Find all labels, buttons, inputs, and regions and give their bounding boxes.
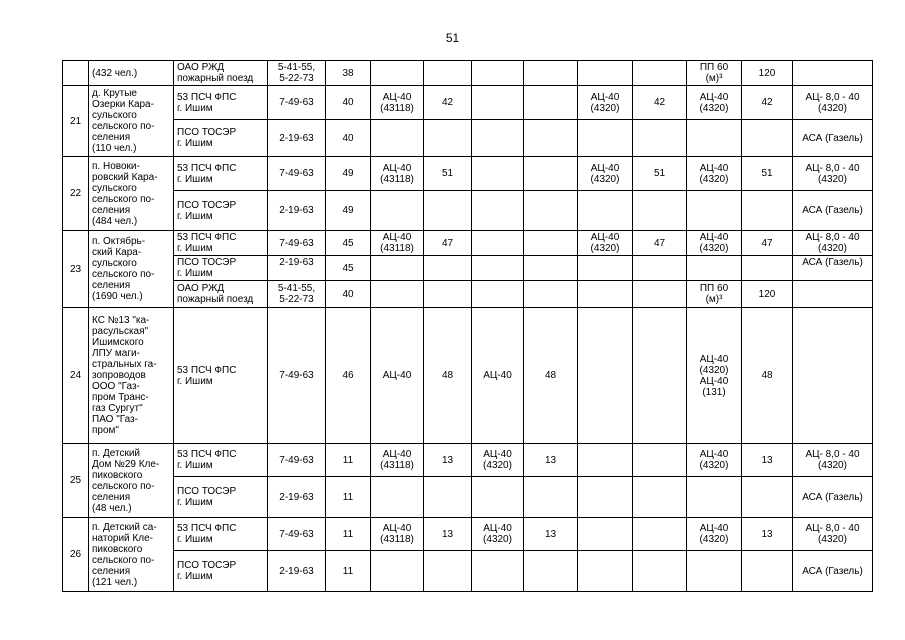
row-number: 25 (63, 444, 89, 518)
special-vehicle-cell (793, 308, 873, 444)
vehicle-cell (687, 256, 742, 281)
vehicle-time-cell (633, 191, 687, 231)
vehicle-cell: АЦ-40 (4320) (472, 444, 524, 477)
vehicle-time-cell: 47 (633, 231, 687, 256)
vehicle-cell: АЦ-40 (4320) (687, 231, 742, 256)
table-row (63, 308, 873, 444)
vehicle-cell: АЦ-40 (43118) (371, 157, 424, 191)
arrival-time-cell: 40 (326, 86, 371, 120)
unit-org-cell: ПСО ТОСЭР г. Ишим (174, 120, 268, 157)
vehicle-time-cell (424, 61, 472, 86)
vehicle-cell: АЦ-40 (4320) (578, 86, 633, 120)
vehicle-time-cell (633, 61, 687, 86)
vehicle-cell (472, 281, 524, 308)
vehicle-cell: АЦ-40 (4320) (472, 518, 524, 551)
settlement-cell: п. Детский Дом №29 Кле- пиковского сельского по- селения (48 чел.) (89, 444, 174, 518)
table-row (63, 281, 873, 308)
vehicle-time-cell: 47 (742, 231, 793, 256)
special-vehicle-cell: АСА (Газель) (793, 191, 873, 231)
vehicle-time-cell: 13 (524, 518, 578, 551)
vehicle-time-cell: 51 (424, 157, 472, 191)
phone-cell: 5-41-55, 5-22-73 (268, 61, 326, 86)
special-vehicle-cell: АЦ- 8,0 - 40 (4320) (793, 518, 873, 551)
vehicle-time-cell (524, 191, 578, 231)
phone-cell: 2-19-63 (268, 477, 326, 518)
vehicle-time-cell (524, 281, 578, 308)
special-vehicle-cell: АЦ- 8,0 - 40 (4320) (793, 231, 873, 256)
phone-cell: 2-19-63 (268, 191, 326, 231)
vehicle-cell (472, 256, 524, 281)
vehicle-cell (472, 477, 524, 518)
vehicle-time-cell (424, 191, 472, 231)
vehicle-time-cell (742, 120, 793, 157)
settlement-cell: п. Октябрь- ский Кара- сульского сельского по- селения (1690 чел.) (89, 231, 174, 308)
vehicle-cell: АЦ-40 (472, 308, 524, 444)
phone-cell: 2-19-63 (268, 551, 326, 592)
vehicle-cell (687, 551, 742, 592)
vehicle-cell (687, 191, 742, 231)
vehicle-time-cell: 48 (424, 308, 472, 444)
vehicle-cell (578, 551, 633, 592)
row-number: 23 (63, 231, 89, 308)
vehicle-time-cell (742, 477, 793, 518)
row-number: 21 (63, 86, 89, 157)
vehicle-cell (371, 551, 424, 592)
unit-org-cell: 53 ПСЧ ФПС г. Ишим (174, 86, 268, 120)
vehicle-cell (371, 281, 424, 308)
vehicle-time-cell: 48 (742, 308, 793, 444)
vehicle-cell: ПП 60 (м)³ (687, 281, 742, 308)
vehicle-cell (578, 477, 633, 518)
phone-cell: 2-19-63 (268, 120, 326, 157)
unit-org-cell: ОАО РЖД пожарный поезд (174, 281, 268, 308)
unit-org-cell: ПСО ТОСЭР г. Ишим (174, 551, 268, 592)
special-vehicle-cell: АСА (Газель) (793, 256, 873, 281)
vehicle-cell (578, 120, 633, 157)
page-number: 51 (445, 31, 460, 45)
phone-cell: 7-49-63 (268, 86, 326, 120)
vehicle-cell (578, 518, 633, 551)
unit-org-cell: 53 ПСЧ ФПС г. Ишим (174, 518, 268, 551)
vehicle-time-cell: 51 (742, 157, 793, 191)
table-row (63, 256, 873, 281)
vehicle-cell: АЦ-40 (43118) (371, 86, 424, 120)
unit-org-cell: 53 ПСЧ ФПС г. Ишим (174, 157, 268, 191)
arrival-time-cell: 40 (326, 120, 371, 157)
vehicle-time-cell (633, 308, 687, 444)
vehicle-cell (578, 444, 633, 477)
vehicle-time-cell: 47 (424, 231, 472, 256)
table-row (63, 61, 873, 86)
vehicle-time-cell: 42 (633, 86, 687, 120)
unit-org-cell: 53 ПСЧ ФПС г. Ишим (174, 308, 268, 444)
table-row (63, 86, 873, 120)
vehicle-cell (371, 256, 424, 281)
vehicle-time-cell (633, 518, 687, 551)
row-number: 22 (63, 157, 89, 231)
arrival-time-cell: 49 (326, 157, 371, 191)
vehicle-cell (371, 120, 424, 157)
table-row (63, 518, 873, 551)
vehicle-cell: АЦ-40 (4320) (687, 518, 742, 551)
vehicle-time-cell (524, 61, 578, 86)
vehicle-cell (687, 477, 742, 518)
vehicle-time-cell (424, 551, 472, 592)
settlement-cell: КС №13 "ка- расульская" Ишимского ЛПУ маги- стральных га- зопроводов ООО "Газ- пром Транс- газ Сургут" ПАО "Газ- пром" (89, 308, 174, 444)
vehicle-cell: АЦ-40 (4320) (578, 157, 633, 191)
vehicle-cell: АЦ-40 (4320) АЦ-40 (131) (687, 308, 742, 444)
unit-org-cell: ПСО ТОСЭР г. Ишим (174, 477, 268, 518)
settlement-cell: д. Крутые Озерки Кара- сульского сельского по- селения (110 чел.) (89, 86, 174, 157)
table-row (63, 191, 873, 231)
vehicle-cell (472, 231, 524, 256)
vehicle-time-cell (424, 120, 472, 157)
vehicle-cell (371, 477, 424, 518)
vehicle-cell: АЦ-40 (4320) (578, 231, 633, 256)
vehicle-cell: АЦ-40 (43118) (371, 444, 424, 477)
phone-cell: 7-49-63 (268, 231, 326, 256)
arrival-time-cell: 11 (326, 518, 371, 551)
special-vehicle-cell (793, 281, 873, 308)
phone-cell: 7-49-63 (268, 157, 326, 191)
vehicle-cell (472, 120, 524, 157)
vehicle-time-cell (524, 256, 578, 281)
vehicle-cell: АЦ-40 (4320) (687, 157, 742, 191)
vehicle-time-cell (633, 477, 687, 518)
vehicle-time-cell: 13 (742, 444, 793, 477)
special-vehicle-cell: АЦ- 8,0 - 40 (4320) (793, 157, 873, 191)
vehicle-time-cell (524, 477, 578, 518)
vehicle-time-cell (424, 281, 472, 308)
unit-org-cell: 53 ПСЧ ФПС г. Ишим (174, 444, 268, 477)
phone-cell: 7-49-63 (268, 444, 326, 477)
special-vehicle-cell: АЦ- 8,0 - 40 (4320) (793, 444, 873, 477)
vehicle-cell (578, 191, 633, 231)
unit-org-cell: 53 ПСЧ ФПС г. Ишим (174, 231, 268, 256)
vehicle-cell: АЦ-40 (43118) (371, 231, 424, 256)
arrival-time-cell: 49 (326, 191, 371, 231)
vehicle-time-cell (633, 551, 687, 592)
vehicle-time-cell: 13 (424, 518, 472, 551)
settlement-cell: п. Новоки- ровский Кара- сульского сельского по- селения (484 чел.) (89, 157, 174, 231)
vehicle-time-cell: 120 (742, 281, 793, 308)
row-number (63, 61, 89, 86)
vehicle-time-cell (524, 157, 578, 191)
vehicle-time-cell: 13 (524, 444, 578, 477)
phone-cell: 7-49-63 (268, 518, 326, 551)
vehicle-cell: ПП 60 (м)³ (687, 61, 742, 86)
vehicle-time-cell (742, 256, 793, 281)
special-vehicle-cell: АЦ- 8,0 - 40 (4320) (793, 86, 873, 120)
vehicle-time-cell (633, 444, 687, 477)
arrival-time-cell: 40 (326, 281, 371, 308)
vehicle-time-cell (524, 231, 578, 256)
settlement-cell: (432 чел.) (89, 61, 174, 86)
vehicle-time-cell: 13 (424, 444, 472, 477)
arrival-time-cell: 46 (326, 308, 371, 444)
vehicle-time-cell: 13 (742, 518, 793, 551)
vehicle-cell (472, 86, 524, 120)
vehicle-time-cell (524, 86, 578, 120)
vehicle-time-cell (633, 120, 687, 157)
vehicle-time-cell: 42 (742, 86, 793, 120)
arrival-time-cell: 38 (326, 61, 371, 86)
vehicle-cell (687, 120, 742, 157)
table-row (63, 157, 873, 191)
vehicle-time-cell (742, 191, 793, 231)
vehicle-time-cell (633, 281, 687, 308)
vehicle-cell (578, 256, 633, 281)
vehicle-cell (578, 61, 633, 86)
phone-cell: 7-49-63 (268, 308, 326, 444)
table-row (63, 120, 873, 157)
phone-cell: 5-41-55, 5-22-73 (268, 281, 326, 308)
vehicle-cell (472, 551, 524, 592)
arrival-time-cell: 11 (326, 477, 371, 518)
vehicle-cell (472, 157, 524, 191)
row-number: 24 (63, 308, 89, 444)
row-number: 26 (63, 518, 89, 592)
vehicle-cell (371, 61, 424, 86)
table-row (63, 444, 873, 477)
table-row (63, 477, 873, 518)
vehicle-cell: АЦ-40 (371, 308, 424, 444)
vehicle-cell (472, 191, 524, 231)
vehicle-time-cell (742, 551, 793, 592)
vehicle-cell (472, 61, 524, 86)
vehicle-time-cell (633, 256, 687, 281)
vehicle-time-cell (424, 477, 472, 518)
table-row (63, 231, 873, 256)
vehicle-time-cell: 48 (524, 308, 578, 444)
special-vehicle-cell: АСА (Газель) (793, 477, 873, 518)
special-vehicle-cell: АСА (Газель) (793, 120, 873, 157)
vehicle-cell: АЦ-40 (43118) (371, 518, 424, 551)
vehicle-time-cell (524, 551, 578, 592)
special-vehicle-cell (793, 61, 873, 86)
arrival-time-cell: 11 (326, 444, 371, 477)
arrival-time-cell: 45 (326, 256, 371, 281)
table-row (63, 551, 873, 592)
arrival-time-cell: 45 (326, 231, 371, 256)
phone-cell: 2-19-63 (268, 256, 326, 281)
vehicle-cell (578, 281, 633, 308)
vehicle-cell: АЦ-40 (4320) (687, 86, 742, 120)
vehicle-time-cell: 51 (633, 157, 687, 191)
vehicle-time-cell (424, 256, 472, 281)
settlement-cell: п. Детский са- наторий Кле- пиковского сельского по- селения (121 чел.) (89, 518, 174, 592)
vehicle-time-cell: 42 (424, 86, 472, 120)
vehicle-cell: АЦ-40 (4320) (687, 444, 742, 477)
fire-coverage-table (62, 60, 873, 592)
vehicle-cell (578, 308, 633, 444)
vehicle-cell (371, 191, 424, 231)
special-vehicle-cell: АСА (Газель) (793, 551, 873, 592)
unit-org-cell: ПСО ТОСЭР г. Ишим (174, 256, 268, 281)
unit-org-cell: ПСО ТОСЭР г. Ишим (174, 191, 268, 231)
arrival-time-cell: 11 (326, 551, 371, 592)
unit-org-cell: ОАО РЖД пожарный поезд (174, 61, 268, 86)
vehicle-time-cell (524, 120, 578, 157)
vehicle-time-cell: 120 (742, 61, 793, 86)
